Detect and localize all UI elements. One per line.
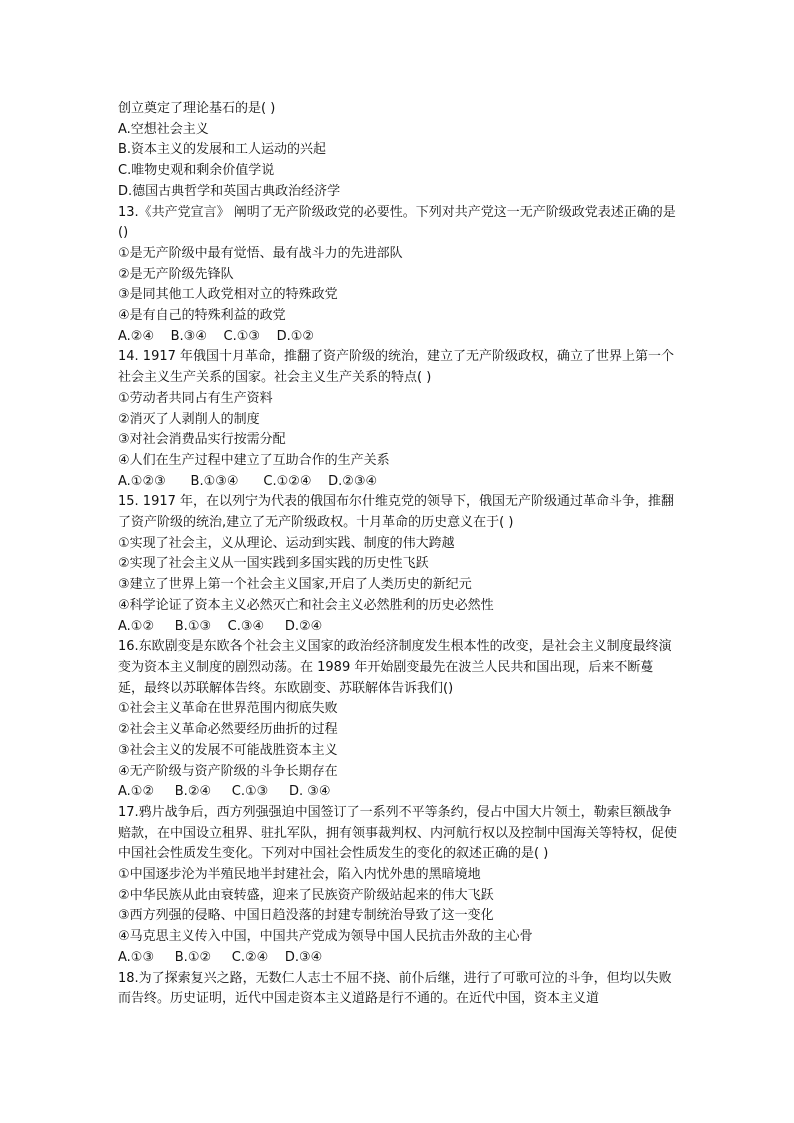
question-13-item-1: ①是无产阶级中最有觉悟、最有战斗力的先进部队 bbox=[118, 245, 403, 261]
question-16 bbox=[118, 637, 678, 803]
question-14-stem: 14. 1917 年俄国十月革命，推翻了资产阶级的统治，建立了无产阶级政权，确立了世界上第一个社会主义生产关系的国家。社会主义生产关系的特点( ) bbox=[118, 349, 675, 386]
question-13-answer-choices: A.②④ B.③④ C.①③ D.①② bbox=[118, 328, 315, 344]
question-17-item-3: ③西方列强的侵略、中国日趋没落的封建专制统治导致了这一变化 bbox=[118, 908, 494, 924]
question-15-answer-choices: A.①② B.①③ C.③④ D.②④ bbox=[118, 618, 323, 634]
question-14-answer-choices: A.①②③ B.①③④ C.①②④ D.②③④ bbox=[118, 473, 378, 489]
question-12-stem-tail: 创立奠定了理论基石的是( ) bbox=[118, 101, 276, 116]
question-list bbox=[118, 99, 678, 1010]
question-16-answer-choices: A.①② B.②④ C.①③ D. ③④ bbox=[118, 784, 331, 800]
question-15-stem: 15. 1917 年，在以列宁为代表的俄国布尔什维克党的领导下，俄国无产阶级通过革命斗争，推翻了资产阶级的统治,建立了无产阶级政权。十月革命的历史意义在于( ) bbox=[118, 494, 675, 531]
question-16-item-2: ②社会主义革命必然要经历曲折的过程 bbox=[118, 722, 338, 738]
question-15-item-3: ③建立了世界上第一个社会主义国家,开启了人类历史的新纪元 bbox=[118, 577, 472, 593]
question-16-stem: 16.东欧剧变是东欧各个社会主义国家的政治经济制度发生根本性的改变，是社会主义制度最终演变为资本主义制度的剧烈动荡。在 1989 年开始剧变最先在波兰人民共和国出现，后来不断蔓延，最终以苏联解体告终。东欧剧变、苏联解体告诉我们() bbox=[118, 639, 672, 696]
question-13-stem: 13.《共产党宣言》 阐明了无产阶级政党的必要性。下列对共产党这一无产阶级政党表述正确的是() bbox=[118, 204, 676, 241]
question-12-option-d: D.德国古典哲学和英国古典政治经济学 bbox=[118, 183, 341, 199]
question-16-item-3: ③社会主义的发展不可能战胜资本主义 bbox=[118, 742, 338, 758]
question-17 bbox=[118, 803, 678, 969]
question-16-item-4: ④无产阶级与资产阶级的斗争长期存在 bbox=[118, 763, 338, 779]
question-14-item-3: ③对社会消费品实行按需分配 bbox=[118, 432, 286, 448]
question-12-option-b: B.资本主义的发展和工人运动的兴起 bbox=[118, 142, 327, 158]
question-18 bbox=[118, 969, 678, 1010]
question-13-item-2: ②是无产阶级先锋队 bbox=[118, 266, 234, 282]
question-12-option-c: C.唯物史观和剩余价值学说 bbox=[118, 163, 275, 179]
question-14-item-1: ①劳动者共同占有生产资料 bbox=[118, 390, 273, 406]
question-14 bbox=[118, 347, 678, 492]
question-12-option-a: A.空想社会主义 bbox=[118, 121, 209, 137]
question-14-item-2: ②消灭了人剥削人的制度 bbox=[118, 411, 260, 427]
question-12 bbox=[118, 99, 678, 203]
question-15-item-2: ②实现了社会主义从一国实践到多国实践的历史性飞跃 bbox=[118, 556, 429, 572]
question-13-item-3: ③是同其他工人政党相对立的特殊政党 bbox=[118, 287, 338, 303]
question-15-item-1: ①实现了社会主，义从理论、运动到实践、制度的伟大跨越 bbox=[118, 535, 455, 551]
question-17-item-2: ②中华民族从此由衰转盛，迎来了民族资产阶级站起来的伟大飞跃 bbox=[118, 887, 494, 903]
question-13-item-4: ④是有自己的特殊利益的政党 bbox=[118, 308, 286, 324]
question-17-item-4: ④马克思主义传入中国，中国共产党成为领导中国人民抗击外敌的主心骨 bbox=[118, 929, 533, 945]
question-13 bbox=[118, 203, 678, 348]
question-15 bbox=[118, 492, 678, 637]
question-14-item-4: ④人们在生产过程中建立了互助合作的生产关系 bbox=[118, 452, 390, 468]
question-18-stem: 18.为了探索复兴之路，无数仁人志士不屈不挠、前仆后继，进行了可歌可泣的斗争，但均以失败而告终。历史证明，近代中国走资本主义道路是行不通的。在近代中国，资本主义道 bbox=[118, 970, 672, 1007]
question-16-item-1: ①社会主义革命在世界范围内彻底失败 bbox=[118, 701, 338, 717]
question-17-stem: 17.鸦片战争后，西方列强强迫中国签订了一系列不平等条约，侵占中国大片领土，勒索巨额战争赔款，在中国设立租界、驻扎军队，拥有领事裁判权、内河航行权以及控制中国海关等特权，促使中国社会性质发生变化。下列对中国社会性质发生的变化的叙述正确的是( ) bbox=[118, 804, 678, 862]
question-15-item-4: ④科学论证了资本主义必然灭亡和社会主义必然胜利的历史必然性 bbox=[118, 597, 494, 613]
question-17-item-1: ①中国逐步沦为半殖民地半封建社会，陷入内忧外患的黑暗境地 bbox=[118, 867, 481, 883]
question-17-answer-choices: A.①③ B.①② C.②④ D.③④ bbox=[118, 949, 323, 965]
